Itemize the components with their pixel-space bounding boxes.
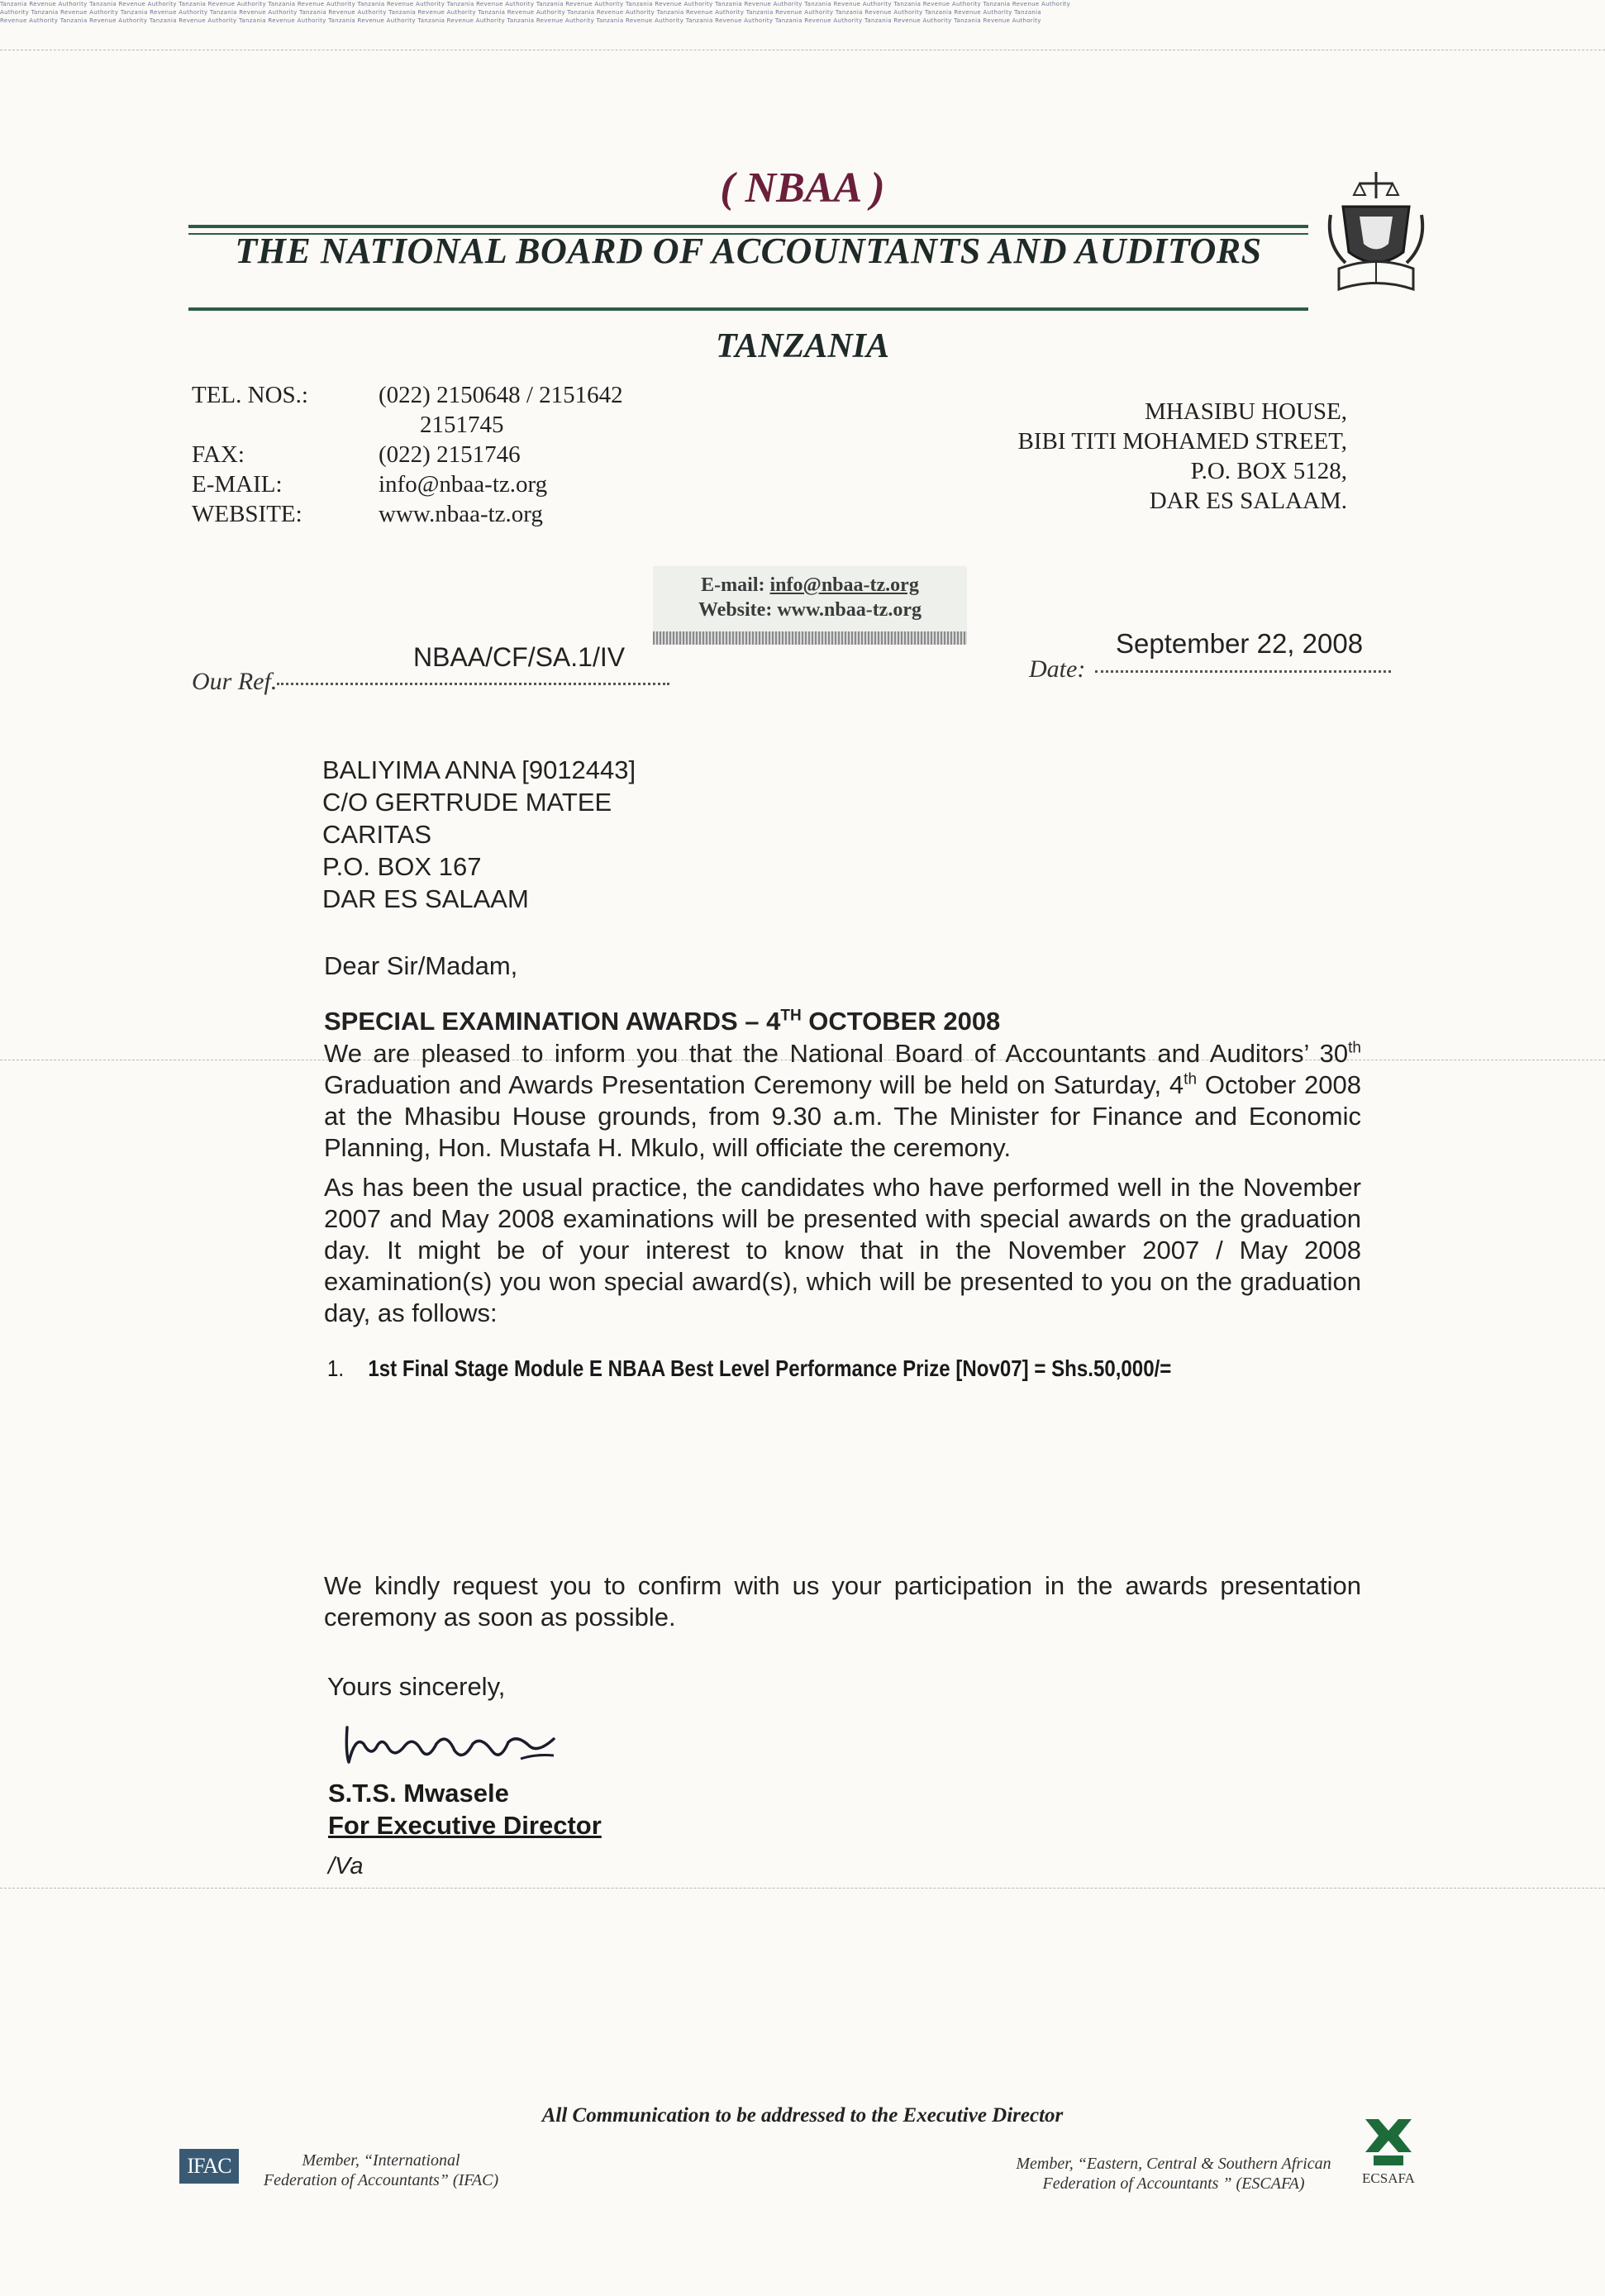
reference-value: NBAA/CF/SA.1/IV: [413, 642, 626, 672]
recipient-line-5: DAR ES SALAAM: [322, 884, 529, 913]
date-dotted-line: [1095, 670, 1391, 673]
signatory-block: [328, 1777, 602, 1841]
date-value: September 22, 2008: [1116, 628, 1364, 659]
ifac-logo-icon: IFAC: [179, 2149, 239, 2184]
fax-label: FAX:: [192, 441, 245, 468]
website-label: WEBSITE:: [192, 501, 302, 527]
escafa-logo-icon: [1362, 2116, 1415, 2167]
header-rule-top: [188, 225, 1308, 228]
recipient-line-2: C/O GERTRUDE MATEE: [322, 788, 612, 817]
tel-value-2: 2151745: [420, 412, 504, 438]
stamp-email-label: E-mail:: [701, 574, 770, 596]
footer-note: All Communication to be addressed to the Executive Director: [541, 2104, 1064, 2127]
paragraph-awards: As has been the usual practice, the candidates who have performed well in the November 2007 and May 2008 examinations will be presented with special awards on the graduation day. It might be of your interest to know that in the November 2007 / May 2008 examination(s) you won special award(s), which will be presented to you on the graduation day, as follows:: [324, 1173, 1361, 1327]
ifac-membership: [248, 2151, 514, 2190]
reference-label: Our Ref.: [192, 668, 278, 695]
signature-icon: [331, 1711, 570, 1777]
stamp-website-label: Website:: [698, 599, 778, 621]
contact-stamp: [653, 566, 967, 645]
stamp-email-value: info@nbaa-tz.org: [769, 574, 919, 596]
stamp-website-value: www.nbaa-tz.org: [777, 599, 922, 621]
escafa-membership: [988, 2154, 1359, 2194]
contact-values: [379, 380, 623, 529]
paragraph-confirm: We kindly request you to confirm with us your participation in the awards presentation ceremony as soon as possible.: [324, 1571, 1361, 1631]
recipient-line-4: P.O. BOX 167: [322, 852, 482, 881]
typist-initials: /Va: [328, 1853, 364, 1879]
nbaa-acronym: ( NBAA ): [720, 164, 885, 212]
security-pattern: Tanzania Revenue Authority Tanzania Revenue Authority Tanzania Revenue Authority Tanzania Revenue Authority Tanzania Revenue Authority Tanzania Revenue Authority Tanzania Revenue Authority Tanzania Revenue Authority Tanzania Revenue Authority Tanzania Revenue Authority Tanzania Revenue Authority Tanzania Revenue Authority Authority Tanzania Revenue Authority Tanzania Revenue Authority Tanzania Revenue Authority Tanzania Revenue Authority Tanzania Revenue Authority Tanzania Revenue Authority Tanzania Revenue Authority Tanzania Revenue Authority Tanzania Revenue Authority Tanzania Revenue Authority Tanzania Revenue Authority Tanzania Revenue Authority Tanzania Revenue Authority Tanzania Revenue Authority Tanzania Revenue Authority Tanzania Revenue Authority Tanzania Revenue Authority Tanzania Revenue Authority Tanzania Revenue Authority Tanzania Revenue Authority Tanzania Revenue Authority Tanzania Revenue Authority Tanzania Revenue Authority: [0, 1, 1071, 24]
award-number: 1.: [327, 1355, 345, 1381]
paragraph-ceremony: We are pleased to inform you that the National Board of Accountants and Auditors’ 30th Graduation and Awards Presentation Ceremony will be held on Saturday, 4th October 2008 at the Mhasibu House grounds, from 9.30 a.m. The Minister for Finance and Economic Planning, Hon. Mustafa H. Mkulo, will officiate the ceremony.: [324, 1039, 1361, 1162]
organisation-name: THE NATIONAL BOARD OF ACCOUNTANTS AND AUDITORS: [235, 231, 1262, 271]
award-text: 1st Final Stage Module E NBAA Best Level Performance Prize [Nov07] = Shs.50,000/=: [368, 1355, 1172, 1381]
signatory-role: For Executive Director: [328, 1811, 602, 1840]
country-name: TANZANIA: [715, 327, 890, 365]
email-value: info@nbaa-tz.org: [379, 471, 548, 498]
ifac-member-line-1: Member, “International: [302, 2151, 460, 2170]
closing: Yours sincerely,: [327, 1672, 506, 1701]
address-line-2: BIBI TITI MOHAMED STREET,: [1017, 428, 1347, 455]
recipient-address: [322, 754, 636, 915]
tel-value: (022) 2150648 / 2151642: [379, 382, 623, 408]
address-line-3: P.O. BOX 5128,: [1190, 458, 1347, 484]
escafa-member-line-1: Member, “Eastern, Central & Southern African: [1016, 2155, 1331, 2173]
ifac-member-line-2: Federation of Accountants” (IFAC): [263, 2171, 499, 2189]
fax-value: (022) 2151746: [379, 441, 521, 468]
recipient-line-1: BALIYIMA ANNA [9012443]: [322, 755, 636, 784]
stamp-hatch: [653, 631, 967, 645]
escafa-member-line-2: Federation of Accountants ” (ESCAFA): [1042, 2175, 1305, 2193]
salutation: Dear Sir/Madam,: [324, 951, 518, 980]
signatory-name: S.T.S. Mwasele: [328, 1779, 509, 1808]
letter-subject: SPECIAL EXAMINATION AWARDS – 4TH OCTOBER 2008: [324, 1007, 1001, 1036]
recipient-line-3: CARITAS: [322, 820, 432, 849]
email-label: E-MAIL:: [192, 471, 283, 498]
office-address: [1018, 397, 1347, 516]
fold-line-lower: [0, 1888, 1605, 1889]
address-line-4: DAR ES SALAAM.: [1149, 488, 1347, 514]
tel-label: TEL. NOS.:: [192, 382, 308, 408]
contact-labels: [192, 380, 308, 529]
date-label: Date:: [1029, 655, 1086, 683]
award-item: [327, 1355, 1171, 1382]
reference-dotted-line: [277, 683, 669, 685]
escafa-logo-text: ECSAFA: [1362, 2170, 1415, 2186]
nbaa-crest-icon: [1322, 165, 1430, 298]
header-rule-bottom: [188, 307, 1308, 311]
address-line-1: MHASIBU HOUSE,: [1145, 398, 1347, 425]
website-value: www.nbaa-tz.org: [379, 501, 543, 527]
